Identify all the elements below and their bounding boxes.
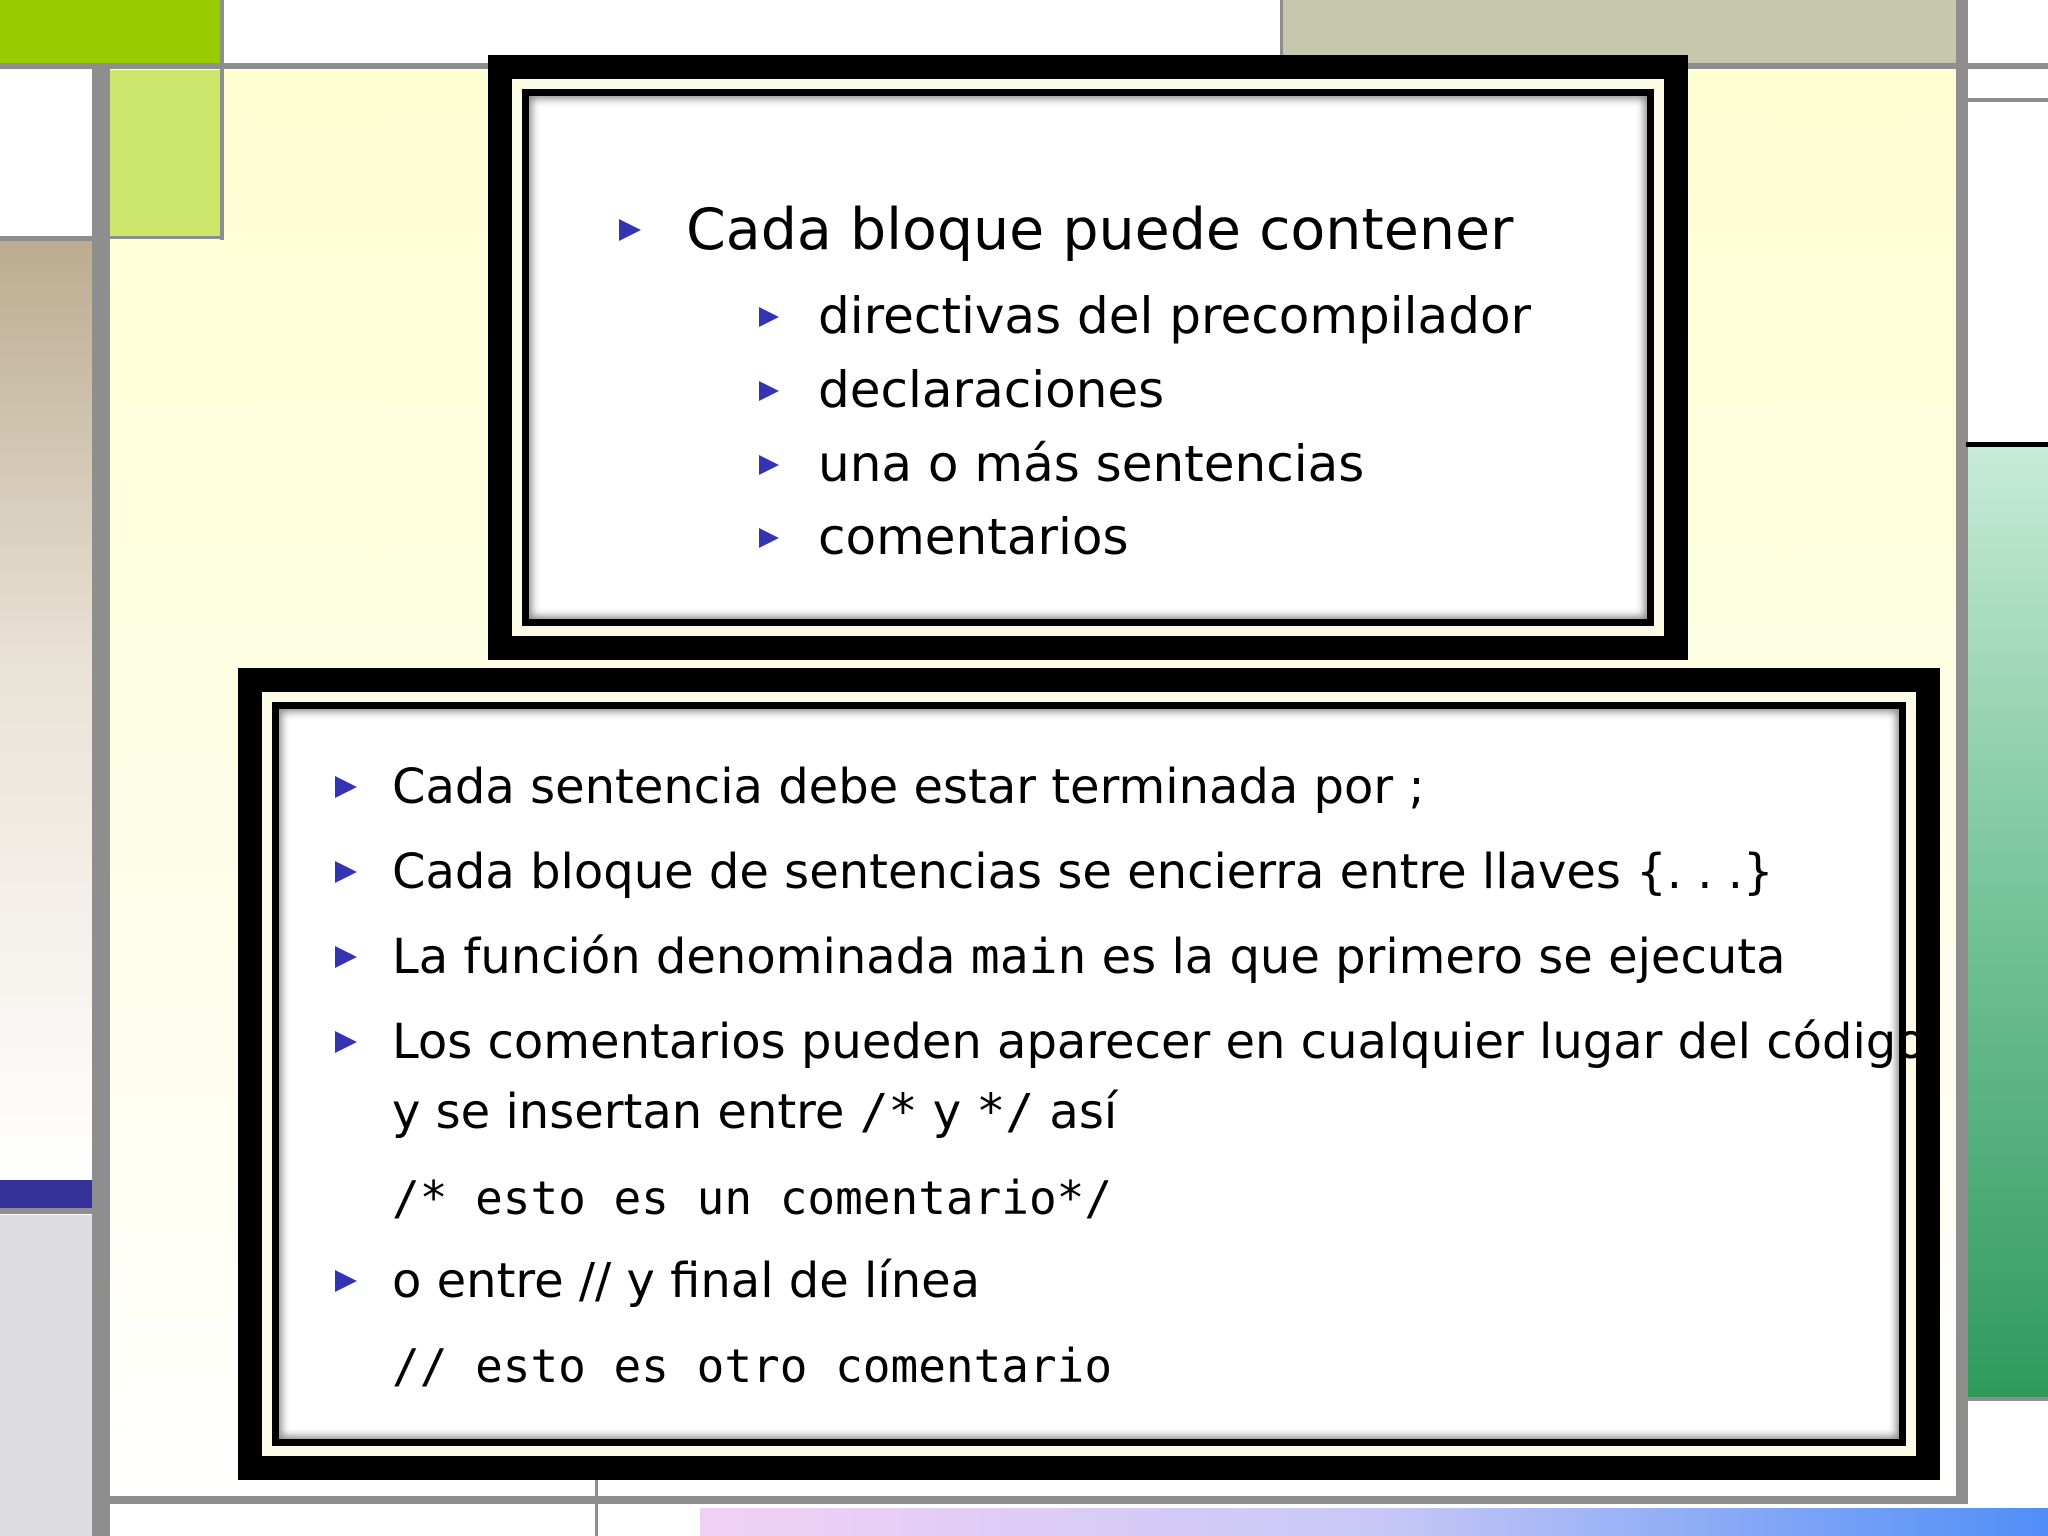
top-box-item: comentarios xyxy=(818,508,1129,566)
bullet-icon xyxy=(335,1031,357,1053)
grid-line xyxy=(0,236,95,241)
bullet-icon xyxy=(759,381,779,401)
rule-comments-line1: Los comentarios pueden aparecer en cualquier lugar del código xyxy=(392,1014,1926,1070)
rule-block-braces: Cada bloque de sentencias se encierra entre llaves {. . .} xyxy=(392,844,1774,900)
deco-green-gradient-bar xyxy=(1968,447,2048,1397)
rule-main-function: La función denominada main es la que primero se ejecuta xyxy=(392,929,1786,985)
rule-comments-line2: y se insertan entre /* y */ así xyxy=(392,1084,1118,1140)
deco-tan-gradient-bar xyxy=(0,240,95,1180)
bullet-icon xyxy=(335,1270,357,1292)
bullet-icon xyxy=(335,861,357,883)
grid-line xyxy=(1966,442,2048,447)
grid-line xyxy=(1956,0,1968,1504)
deco-light-lime-block xyxy=(110,70,220,238)
rule-line-comment: o entre // y final de línea xyxy=(392,1253,981,1309)
deco-rainbow-bar xyxy=(700,1508,2048,1536)
code-example-block-comment: /* esto es un comentario*/ xyxy=(392,1171,1113,1225)
code-keyword-main: main xyxy=(970,929,1087,985)
grid-line xyxy=(0,1208,95,1214)
bullet-icon xyxy=(335,946,357,968)
top-box-item: una o más sentencias xyxy=(818,435,1365,493)
deco-gray-block xyxy=(0,1215,95,1536)
bullet-icon xyxy=(335,776,357,798)
bullet-icon xyxy=(759,528,779,548)
grid-line xyxy=(108,236,223,239)
deco-lime-block xyxy=(0,0,220,65)
top-content-box xyxy=(488,55,1688,660)
bullet-icon xyxy=(759,455,779,475)
code-example-line-comment: // esto es otro comentario xyxy=(392,1339,1113,1393)
bullet-icon xyxy=(759,307,779,327)
grid-line xyxy=(95,1496,1968,1504)
grid-line xyxy=(1960,98,2048,102)
grid-line xyxy=(1960,1397,2048,1401)
grid-line xyxy=(220,0,224,240)
bullet-icon xyxy=(619,219,641,241)
top-box-heading: Cada bloque puede contener xyxy=(686,197,1514,263)
deco-blue-bar xyxy=(0,1180,95,1208)
top-box-item: directivas del precompilador xyxy=(818,287,1532,345)
grid-line xyxy=(92,63,110,1536)
rule-statement-terminator: Cada sentencia debe estar terminada por ; xyxy=(392,759,1425,815)
top-box-item: declaraciones xyxy=(818,361,1165,419)
